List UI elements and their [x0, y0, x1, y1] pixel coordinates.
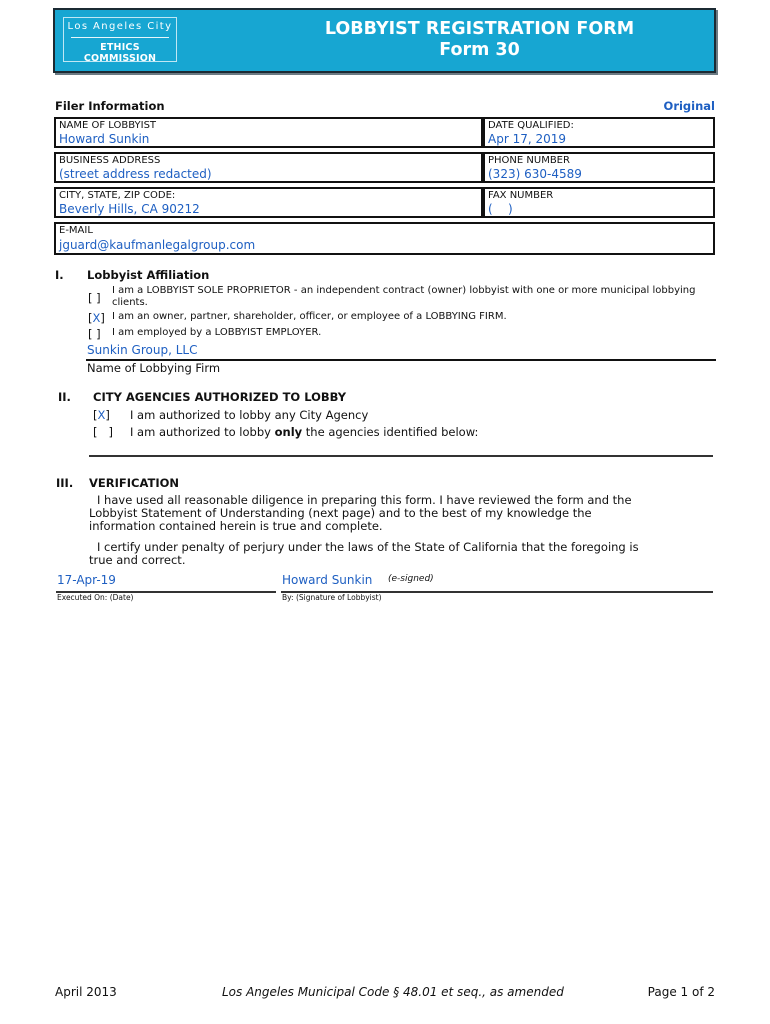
- email-value: jguard@kaufmanlegalgroup.com: [59, 238, 256, 252]
- section-2-title: CITY AGENCIES AUTHORIZED TO LOBBY: [93, 390, 347, 404]
- specific-agencies-text-bold: only: [274, 425, 303, 439]
- lobbyist-name-value: Howard Sunkin: [59, 132, 150, 146]
- date-qualified-field[interactable]: [483, 117, 715, 148]
- logo-commission-text: ETHICS COMMISSION: [83, 42, 157, 64]
- fax-number-label: FAX NUMBER: [488, 190, 554, 201]
- lobbying-firm-text: I am an owner, partner, shareholder, officer, or employee of a LOBBYING FIRM.: [112, 311, 507, 322]
- lobbying-firm-checkbox[interactable]: [X]: [88, 311, 105, 325]
- phone-number-label: PHONE NUMBER: [488, 155, 570, 166]
- section-1-title: Lobbyist Affiliation: [87, 268, 210, 282]
- executed-date-value[interactable]: 17-Apr-19: [57, 573, 116, 587]
- verification-para2-line2: true and correct.: [89, 553, 186, 567]
- any-agency-text: I am authorized to lobby any City Agency: [130, 408, 369, 422]
- phone-number-value: (323) 630-4589: [488, 167, 582, 181]
- city-state-zip-label: CITY, STATE, ZIP CODE:: [59, 190, 176, 201]
- phone-number-field[interactable]: [483, 152, 715, 183]
- fax-number-value: ( ): [488, 202, 513, 216]
- verification-para2-line1: I certify under penalty of perjury under the laws of the State of California that the foregoing is: [97, 540, 639, 554]
- form-title-line2: Form 30: [439, 40, 520, 60]
- lobbyist-employer-checkbox[interactable]: [ ]: [88, 327, 101, 341]
- sole-proprietor-checkbox[interactable]: [ ]: [88, 291, 101, 305]
- city-state-zip-field[interactable]: [54, 187, 483, 218]
- form-title: [245, 19, 714, 61]
- date-qualified-label: DATE QUALIFIED:: [488, 120, 574, 131]
- signature-value[interactable]: Howard Sunkin: [282, 573, 373, 587]
- sole-proprietor-text-line2: clients.: [112, 297, 148, 308]
- executed-date-caption: Executed On: (Date): [57, 593, 134, 602]
- e-signed-note: (e-signed): [388, 574, 434, 584]
- lobbying-firm-check-mark: X: [92, 311, 101, 325]
- footer-date: April 2013: [55, 985, 117, 999]
- footer-code-reference: Los Angeles Municipal Code § 48.01 et seq., as amended: [222, 985, 564, 999]
- business-address-value: (street address redacted): [59, 167, 212, 181]
- specific-agencies-checkbox[interactable]: [ ]: [93, 425, 113, 439]
- city-state-zip-value: Beverly Hills, CA 90212: [59, 202, 200, 216]
- logo-rule: [71, 37, 169, 38]
- section-3-number: III.: [56, 476, 74, 490]
- verification-para1-line2: Lobbyist Statement of Understanding (next page) and to the best of my knowledge the: [89, 506, 592, 520]
- filing-status: Original: [663, 99, 715, 113]
- agencies-list-line: [89, 455, 713, 457]
- form-header-banner: [53, 8, 716, 73]
- specific-agencies-text-post: the agencies identified below:: [302, 425, 479, 439]
- fax-number-field[interactable]: [483, 187, 715, 218]
- email-label: E-MAIL: [59, 225, 93, 236]
- signature-caption: By: (Signature of Lobbyist): [282, 593, 382, 602]
- verification-para1-line1: I have used all reasonable diligence in preparing this form. I have reviewed the form and the: [97, 493, 632, 507]
- any-agency-check-mark: X: [97, 408, 106, 422]
- logo-city-text: Los Angeles City: [67, 21, 173, 32]
- lobbying-firm-caption: Name of Lobbying Firm: [87, 361, 221, 375]
- section-2-number: II.: [58, 390, 71, 404]
- specific-agencies-text-pre: I am authorized to lobby: [130, 425, 275, 439]
- footer-page-number: Page 1 of 2: [647, 985, 715, 999]
- date-qualified-value: Apr 17, 2019: [488, 132, 567, 146]
- verification-para1-line3: information contained herein is true and complete.: [89, 519, 383, 533]
- lobbyist-name-label: NAME OF LOBBYIST: [59, 120, 157, 131]
- bracket-open: [: [93, 408, 98, 422]
- any-agency-checkbox[interactable]: [93, 408, 110, 422]
- bracket-close: ]: [105, 408, 110, 422]
- lobbyist-name-field[interactable]: [54, 117, 483, 148]
- section-1-number: I.: [55, 268, 64, 282]
- lobbyist-employer-text: I am employed by a LOBBYIST EMPLOYER.: [112, 327, 322, 338]
- ethics-commission-logo: [63, 17, 177, 62]
- sole-proprietor-text-line1: I am a LOBBYIST SOLE PROPRIETOR - an independent contract (owner) lobbyist with one or more municipal lobbying: [112, 285, 696, 296]
- business-address-label: BUSINESS ADDRESS: [59, 155, 161, 166]
- section-3-title: VERIFICATION: [89, 476, 179, 490]
- form-title-line1: LOBBYIST REGISTRATION FORM: [324, 19, 635, 39]
- email-field[interactable]: [54, 222, 715, 255]
- lobbying-firm-name-value[interactable]: Sunkin Group, LLC: [87, 343, 198, 357]
- specific-agencies-text: [130, 425, 478, 439]
- business-address-field[interactable]: [54, 152, 483, 183]
- filer-information-heading: Filer Information: [55, 99, 165, 113]
